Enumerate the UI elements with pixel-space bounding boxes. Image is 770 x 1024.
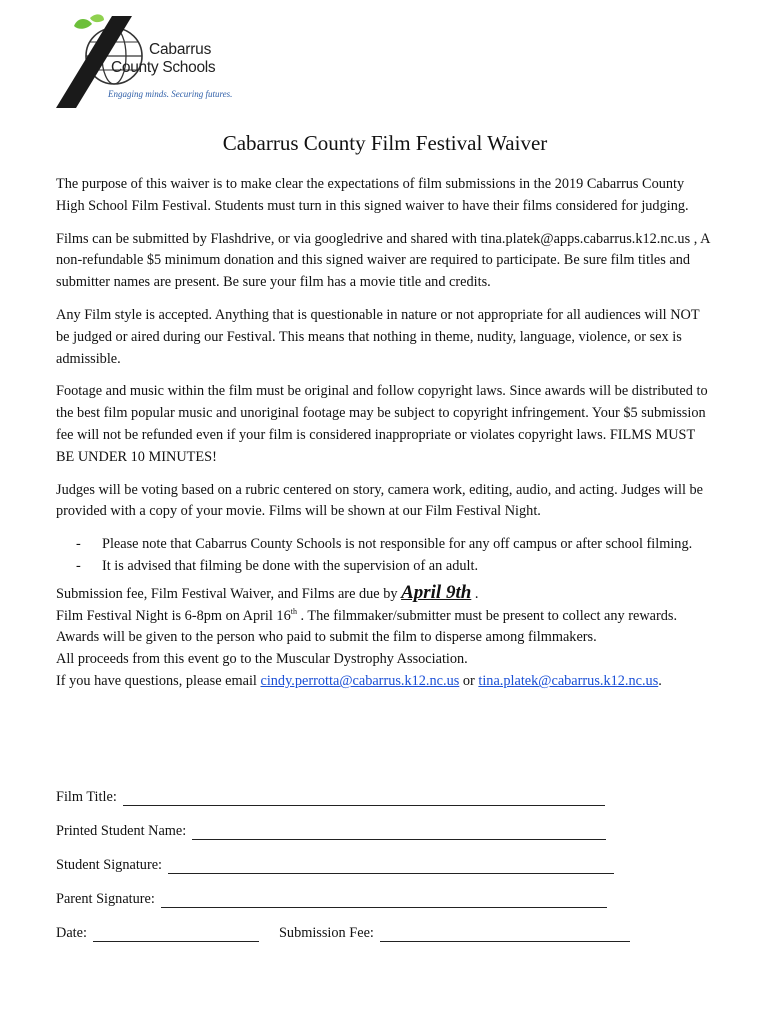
district-logo <box>56 12 236 112</box>
date-label: Date: <box>56 925 87 941</box>
submission-fee-line[interactable] <box>380 927 630 942</box>
logo-name-line2: County Schools <box>111 59 216 76</box>
questions-prefix: If you have questions, please email <box>56 672 261 689</box>
copyright-paragraph: Footage and music within the film must be original and follow copyright laws. Since awards will be distributed to the best film popular music and unoriginal footage may be subject to copyright infringement. Your $5 submission fee will not be refunded even if your film is considered inappropriate or violates copyright laws. FILMS MUST BE UNDER 10 MINUTES! <box>56 383 708 465</box>
night-suffix: . The filmmaker/submitter must be present to collect any rewards. Awards will be given to the person who paid to submit the film to disperse among filmmakers. <box>56 607 678 646</box>
questions-middle: or <box>459 672 479 689</box>
film-title-row <box>56 772 716 806</box>
signature-fields <box>56 772 716 942</box>
submission-fee-label: Submission Fee: <box>278 925 374 941</box>
printed-name-label: Printed Student Name: <box>56 823 187 839</box>
parent-signature-line[interactable] <box>161 893 607 908</box>
student-signature-label: Student Signature: <box>56 857 163 873</box>
judging-paragraph: Judges will be voting based on a rubric centered on story, camera work, editing, audio, and acting. Judges will be provided with a copy of your movie. Films will be shown at our Film Festival Night. <box>56 481 704 520</box>
email-link-tina[interactable]: tina.platek@cabarrus.k12.nc.us <box>478 672 659 689</box>
email-link-cindy[interactable]: cindy.perrotta@cabarrus.k12.nc.us <box>260 672 460 689</box>
list-item-text: It is advised that filming be done with the supervision of an adult. <box>102 557 479 574</box>
proceeds-text: All proceeds from this event go to the Muscular Dystrophy Association. <box>56 651 468 668</box>
parent-signature-label: Parent Signature: <box>56 891 155 907</box>
student-signature-line[interactable] <box>168 859 614 874</box>
date-line[interactable] <box>93 927 259 942</box>
document-title: Cabarrus County Film Festival Waiver <box>222 131 548 155</box>
due-date: April 9th <box>401 581 472 603</box>
purpose-paragraph: The purpose of this waiver is to make clear the expectations of film submissions in the 2019 Cabarrus County High School Film Festival. Students must turn in this signed waiver to have their films considered for judging. <box>56 176 689 214</box>
style-paragraph: Any Film style is accepted. Anything that is questionable in nature or not appropriate for all audiences will NOT be judged or aired during our Festival. This means that nothing in theme, nudity, language, violence, or sex is admissible. <box>56 306 700 367</box>
bullet-marker: - <box>76 557 81 574</box>
list-item-text: Please note that Cabarrus County Schools is not responsible for any off campus or after school filming. <box>102 536 693 553</box>
notice-list <box>56 534 711 578</box>
night-sup: th <box>290 606 297 616</box>
bullet-marker: - <box>76 536 81 553</box>
night-prefix: Film Festival Night is 6-8pm on April 16 <box>56 607 291 624</box>
printed-name-row <box>56 806 716 840</box>
film-title-label: Film Title: <box>56 789 117 805</box>
festival-night-text <box>56 606 711 650</box>
waiver-body <box>56 174 711 693</box>
parent-signature-row <box>56 874 716 908</box>
questions-suffix: . <box>658 672 662 689</box>
list-item <box>56 556 711 578</box>
due-date-line <box>56 582 711 606</box>
due-suffix: . <box>471 585 479 602</box>
printed-name-line[interactable] <box>192 825 606 840</box>
film-title-line[interactable] <box>123 791 605 806</box>
date-fee-row <box>56 908 716 942</box>
logo-tagline: Engaging minds. Securing futures. <box>108 89 233 99</box>
due-prefix: Submission fee, Film Festival Waiver, and Films are due by <box>56 585 402 602</box>
logo-name-line1: Cabarrus <box>149 41 212 58</box>
list-item <box>56 534 711 556</box>
student-signature-row <box>56 840 716 874</box>
questions-text <box>56 671 711 693</box>
submission-paragraph: Films can be submitted by Flashdrive, or via googledrive and shared with tina.platek@apps.cabarrus.k12.nc.us , A non-refundable $5 minimum donation and this signed waiver are required to participate. Be sure film titles and submitter names are present. Be sure your film has a movie title and credits. <box>56 230 710 291</box>
